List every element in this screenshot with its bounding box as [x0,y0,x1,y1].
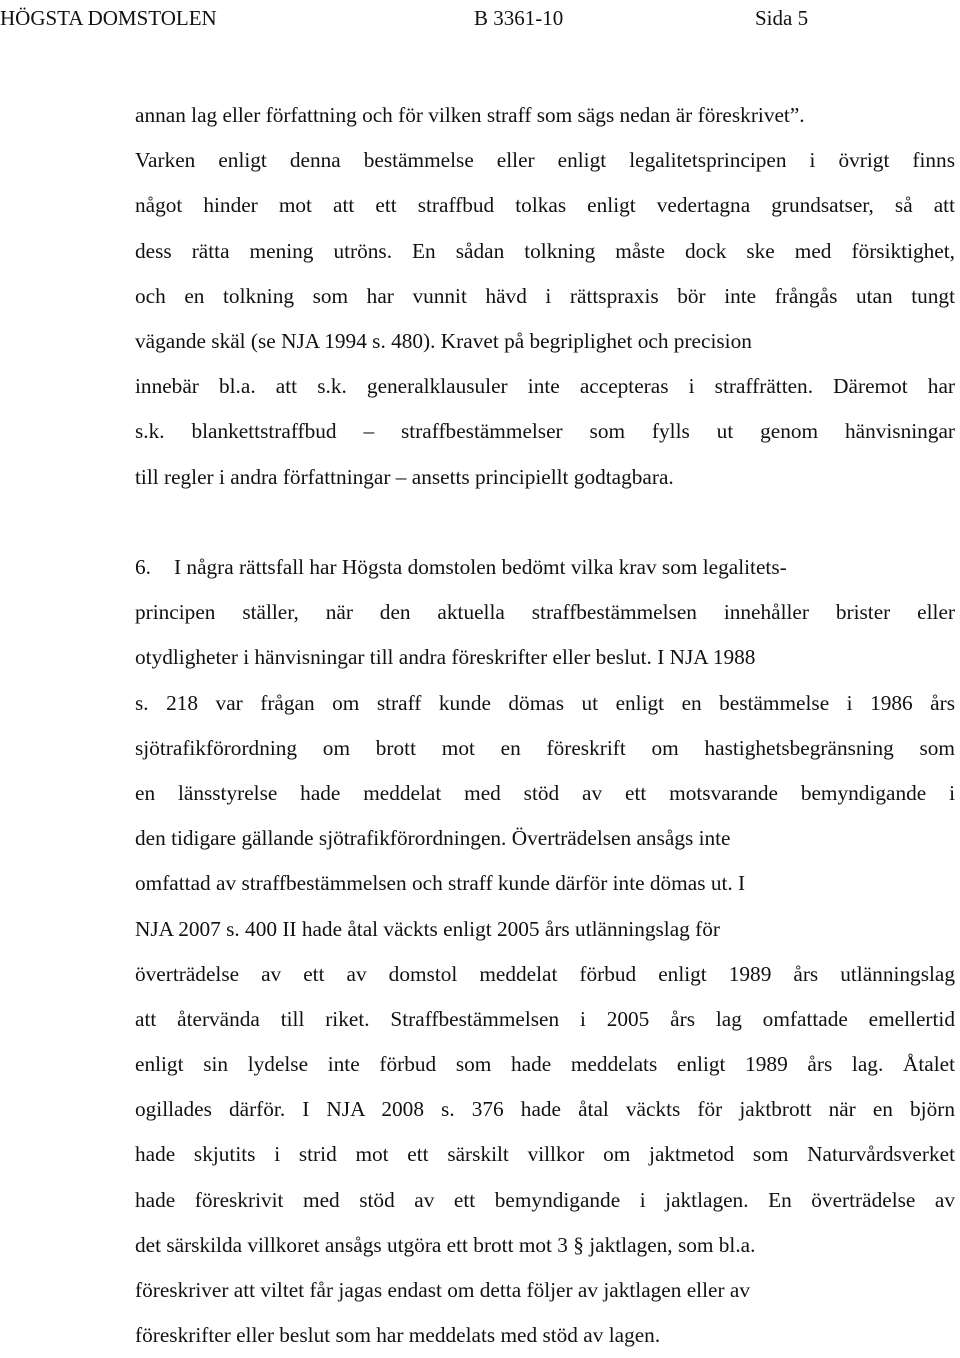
paragraph-line: något hinder mot att ett straffbud tolkas enligt vedertagna grundsatser, så att [135,193,955,218]
paragraph-line: Varken enligt denna bestämmelse eller enligt legalitetsprincipen i övrigt finns [135,148,955,173]
paragraph-line: enligt sin lydelse inte förbud som hade meddelats enligt 1989 års lag. Åtalet [135,1052,955,1077]
paragraph-line: annan lag eller författning och för vilken straff som sägs nedan är föreskrivet”. [135,103,805,127]
paragraph-line: till regler i andra författningar – ansetts principiellt godtagbara. [135,464,674,489]
court-name: HÖGSTA DOMSTOLEN [0,6,217,30]
paragraph-line: s.k. blankettstraffbud – straffbestämmelser som fylls ut genom hänvisningar [135,419,955,444]
paragraph-line: en länsstyrelse hade meddelat med stöd av ett motsvarande bemyndigande i [135,780,955,805]
paragraph-line: NJA 2007 s. 400 II hade åtal väckts enligt 2005 års utlänningslag för [135,916,720,941]
paragraph-line: innebär bl.a. att s.k. generalklausuler inte accepteras i straffrätten. Däremot har [135,374,955,399]
page-header [0,5,960,31]
paragraph-line: ogillades därför. I NJA 2008 s. 376 hade åtal väckts för jaktbrott när en björn [135,1097,955,1122]
paragraph-line: hade föreskrivit med stöd av ett bemyndigande i jaktlagen. En överträdelse av [135,1187,955,1212]
paragraph-line: sjötrafikförordning om brott mot en föreskrift om hastighetsbegränsning som [135,735,955,760]
paragraph-continued [135,93,955,500]
paragraph-line: hade skjutits i strid mot ett särskilt villkor om jaktmetod som Naturvårdsverket [135,1142,955,1167]
paragraph-number: 6. [135,555,151,579]
paragraph-line: otydligheter i hänvisningar till andra föreskrifter eller beslut. I NJA 1988 [135,645,756,670]
paragraph-line: föreskrifter eller beslut som har meddelats med stöd av lagen. [135,1323,661,1348]
page-number: Sida 5 [755,6,809,30]
paragraph-line [135,545,955,590]
paragraph-line: dess rätta mening utröns. En sådan tolkning måste dock ske med försiktighet, [135,238,955,263]
paragraph-line: det särskilda villkoret ansågs utgöra ett brott mot 3 § jaktlagen, som bl.a. [135,1232,756,1257]
paragraph-line: den tidigare gällande sjötrafikförordningen. Överträdelsen ansågs inte [135,826,731,851]
paragraph-line: och en tolkning som har vunnit hävd i rättspraxis bör inte frångås utan tungt [135,283,955,308]
paragraph-line-text: I några rättsfall har Högsta domstolen bedömt vilka krav som legalitets- [174,555,787,579]
paragraph-line: överträdelse av ett av domstol meddelat förbud enligt 1989 års utlänningslag [135,961,955,986]
paragraph-line: s. 218 var frågan om straff kunde dömas ut enligt en bestämmelse i 1986 års [135,690,955,715]
paragraph-line: principen ställer, när den aktuella straffbestämmelsen innehåller brister eller [135,600,955,625]
paragraph-line: omfattad av straffbestämmelsen och straff kunde därför inte dömas ut. I [135,871,746,896]
paragraph-line: att återvända till riket. Straffbestämmelsen i 2005 års lag omfattade emellertid [135,1006,955,1031]
paragraph-line: föreskriver att viltet får jagas endast om detta följer av jaktlagen eller av [135,1278,750,1302]
paragraph-6 [135,545,955,1358]
case-number: B 3361-10 [474,6,564,30]
paragraph-line: vägande skäl (se NJA 1994 s. 480). Kravet på begriplighet och precision [135,328,752,353]
